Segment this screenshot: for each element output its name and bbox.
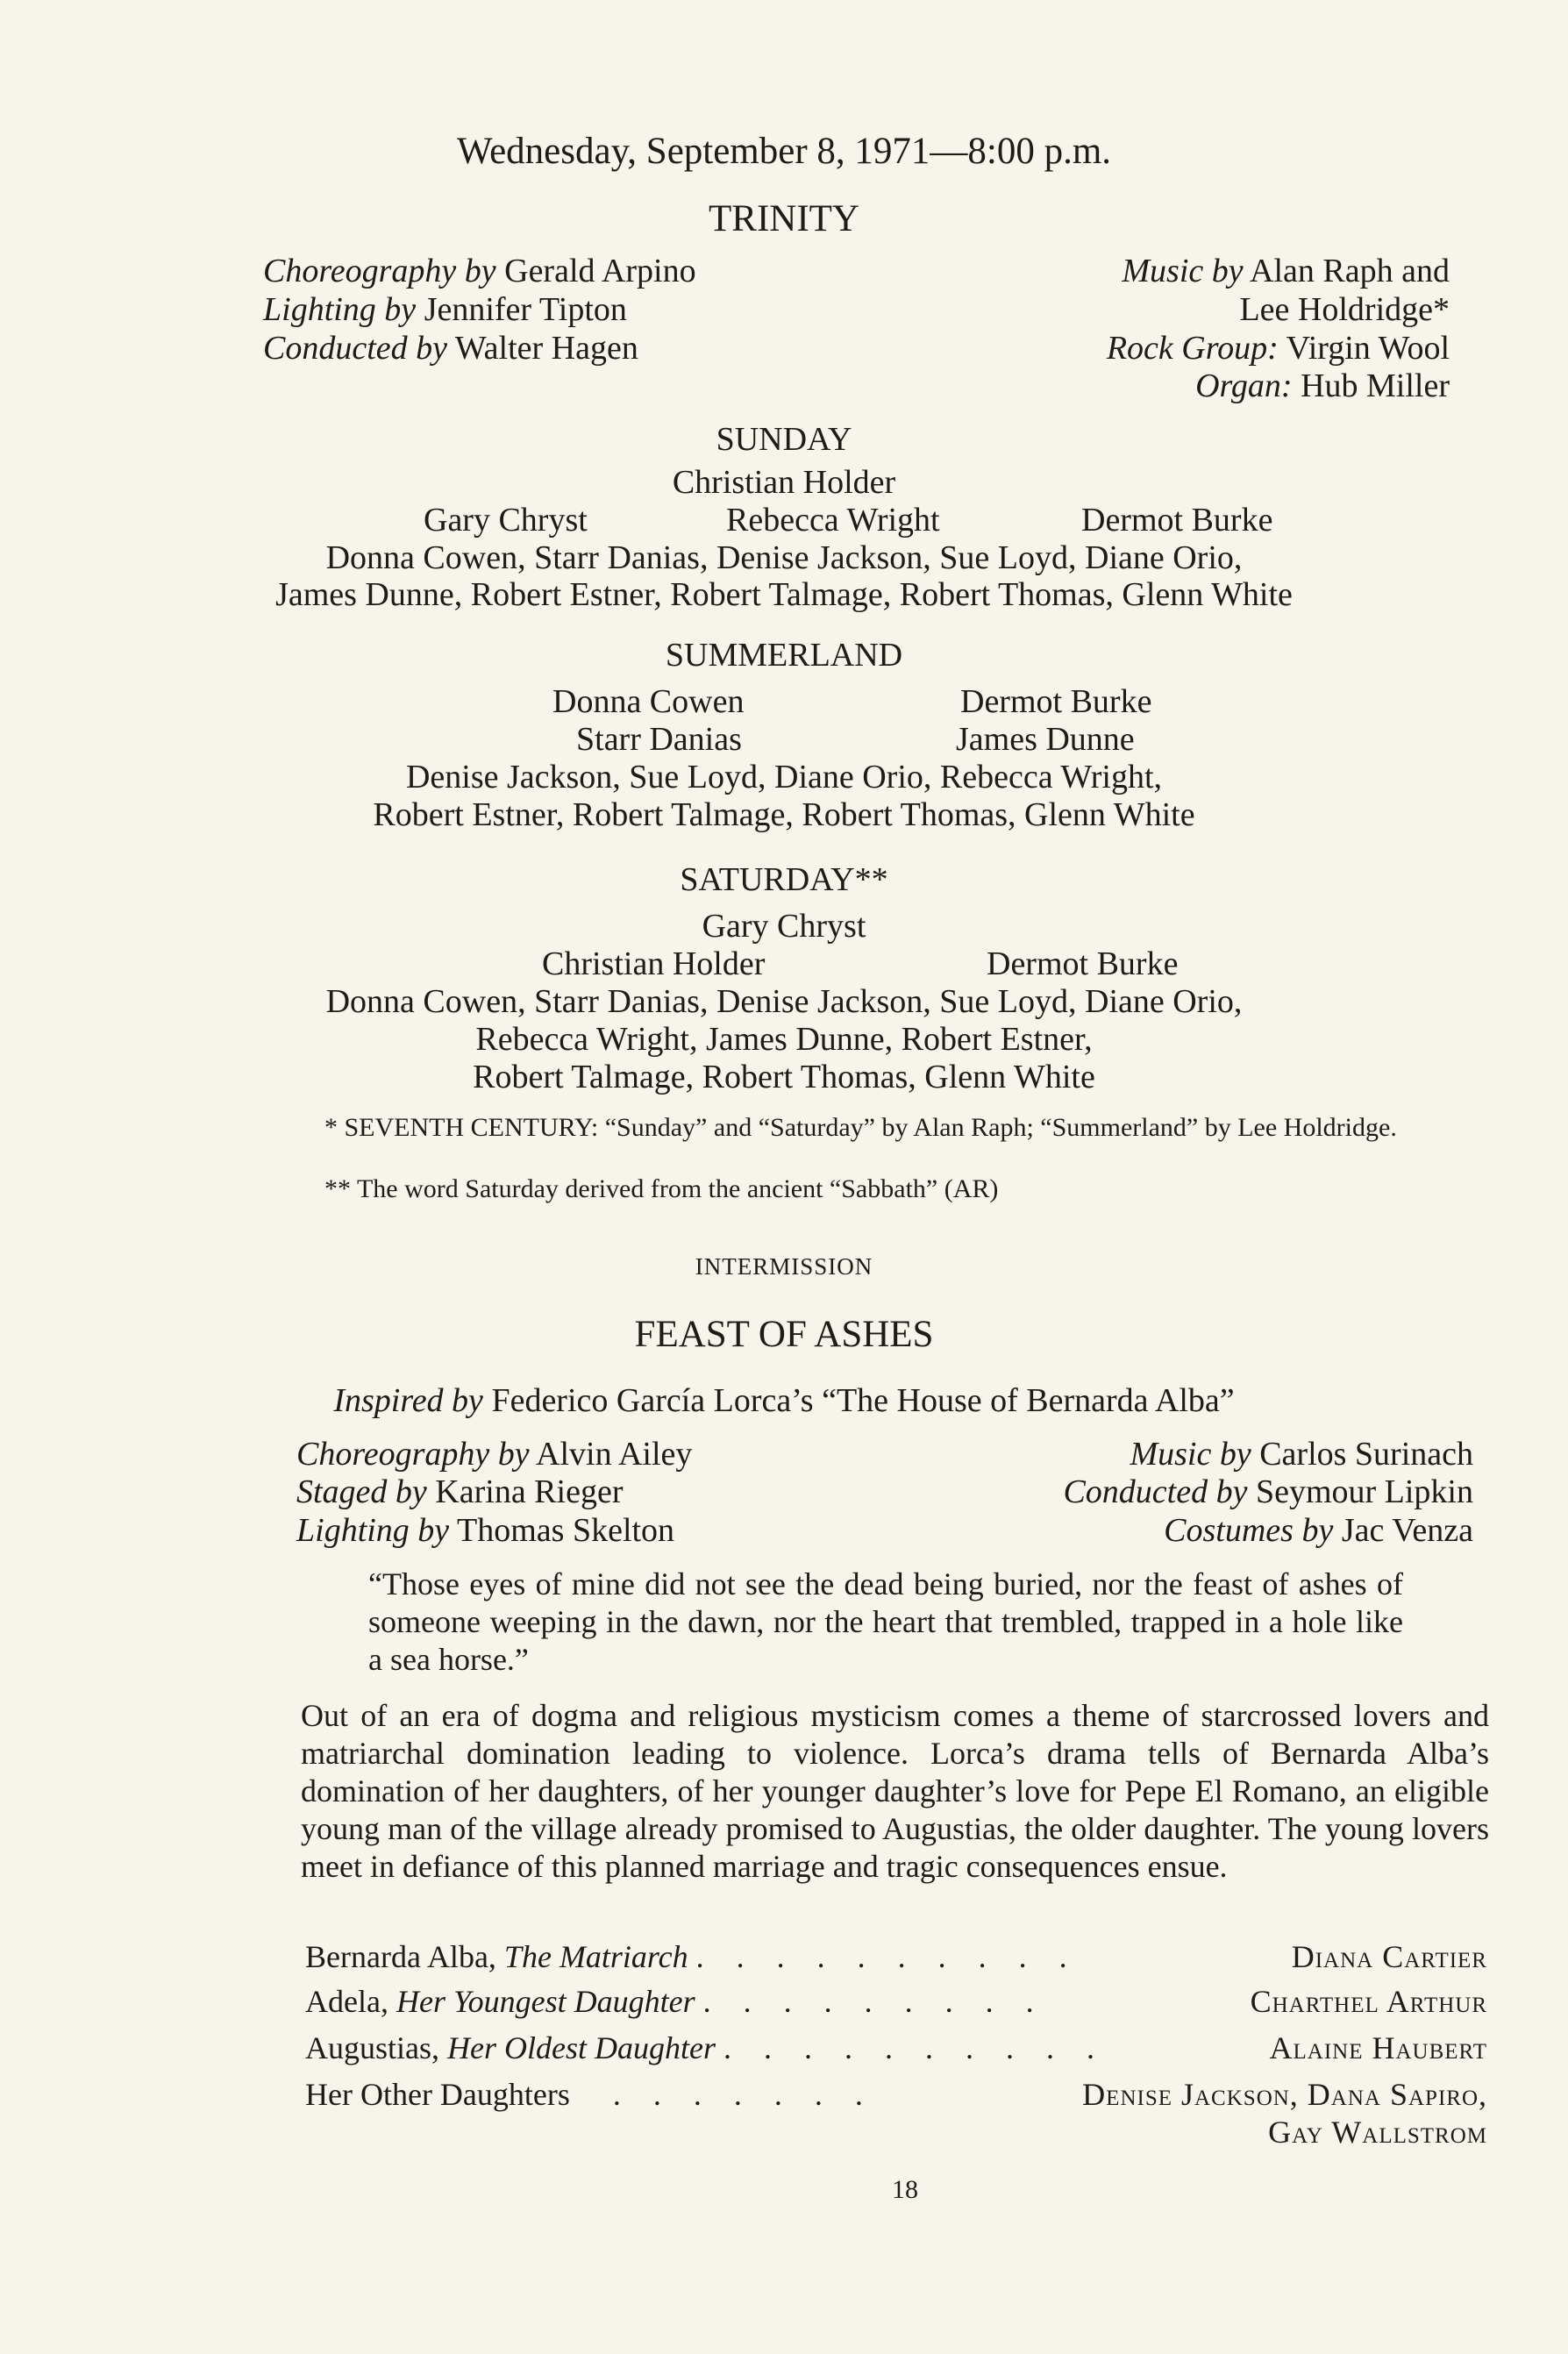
cast-row-2-role: Adela, Her Youngest Daughter . . . . . . . . . xyxy=(305,1984,1046,2019)
saturday-duo-1: Christian Holder xyxy=(542,945,766,982)
trinity-credit-rock-group: Rock Group: Virgin Wool xyxy=(1106,330,1450,367)
intermission-label: INTERMISSION xyxy=(695,1253,873,1280)
summerland-pair-1-right: Dermot Burke xyxy=(960,683,1152,720)
trinity-title: TRINITY xyxy=(709,198,859,239)
summerland-pair-1-left: Donna Cowen xyxy=(552,683,745,720)
summerland-ensemble-2: Robert Estner, Robert Talmage, Robert Thomas, Glenn White xyxy=(373,796,1195,833)
trinity-credit-conductor: Conducted by Walter Hagen xyxy=(263,330,638,367)
cast-row-1-role: Bernarda Alba, The Matriarch . . . . . . . . . . xyxy=(305,1939,1080,1974)
feast-credit-music: Music by Carlos Surinach xyxy=(1130,1436,1473,1473)
saturday-ensemble-3: Robert Talmage, Robert Thomas, Glenn White xyxy=(473,1059,1095,1095)
sunday-trio-2: Rebecca Wright xyxy=(726,502,940,539)
cast-row-3-role: Augustias, Her Oldest Daughter . . . . . . . . . . xyxy=(305,2030,1107,2065)
saturday-ensemble-2: Rebecca Wright, James Dunne, Robert Estner, xyxy=(475,1021,1093,1058)
sunday-lead: Christian Holder xyxy=(672,464,896,501)
sunday-trio-1: Gary Chryst xyxy=(424,502,588,539)
trinity-credit-choreography: Choreography by Gerald Arpino xyxy=(263,253,696,289)
feast-credit-lighting: Lighting by Thomas Skelton xyxy=(296,1512,675,1549)
trinity-credit-music: Music by Alan Raph and xyxy=(1122,253,1450,289)
cast-row-4-performer-2: Gay Wallstrom xyxy=(1268,2115,1487,2150)
page-number: 18 xyxy=(892,2175,918,2204)
footnote-2: ** The word Saturday derived from the ancient “Sabbath” (AR) xyxy=(324,1174,999,1203)
trinity-credit-lighting: Lighting by Jennifer Tipton xyxy=(263,291,627,328)
saturday-ensemble-1: Donna Cowen, Starr Danias, Denise Jackson, Sue Loyd, Diane Orio, xyxy=(325,983,1243,1020)
feast-inspired-by: Inspired by Federico García Lorca’s “The House of Bernarda Alba” xyxy=(333,1382,1235,1419)
cast-row-2-performer: Charthel Arthur xyxy=(1250,1984,1487,2019)
summerland-pair-2-left: Starr Danias xyxy=(576,721,742,758)
trinity-credit-music-2: Lee Holdridge* xyxy=(1239,291,1450,328)
saturday-duo-2: Dermot Burke xyxy=(987,945,1179,982)
sunday-ensemble-1: Donna Cowen, Starr Danias, Denise Jackson, Sue Loyd, Diane Orio, xyxy=(325,539,1243,576)
feast-credit-costumes: Costumes by Jac Venza xyxy=(1164,1512,1473,1549)
feast-credit-choreography: Choreography by Alvin Ailey xyxy=(296,1436,693,1473)
date-line: Wednesday, September 8, 1971—8:00 p.m. xyxy=(456,131,1112,172)
feast-credit-staged: Staged by Karina Rieger xyxy=(296,1473,624,1510)
summerland-ensemble-1: Denise Jackson, Sue Loyd, Diane Orio, Rebecca Wright, xyxy=(405,759,1163,795)
feast-quote: “Those eyes of mine did not see the dead being buried, nor the feast of ashes of someone weeping in the dawn, nor the heart that trembled, trapped in a hole like a sea horse.” xyxy=(368,1566,1403,1677)
trinity-credit-organ: Organ: Hub Miller xyxy=(1195,367,1450,404)
cast-row-4-role: Her Other Daughters . . . . . . . xyxy=(305,2077,875,2112)
saturday-title: SATURDAY** xyxy=(680,861,888,898)
feast-synopsis: Out of an era of dogma and religious mysticism comes a theme of starcrossed lovers and matriarchal domination leading to violence. Lorca’s drama tells of Bernarda Alba’s domination of her daughters, of her younger daughter’s love for Pepe El Romano, an eligible young man of the village already promised to Augustias, the older daughter. The young lovers meet in defiance of this planned marriage and tragic consequences ensue. xyxy=(301,1698,1489,1884)
feast-title: FEAST OF ASHES xyxy=(634,1314,934,1355)
summerland-pair-2-right: James Dunne xyxy=(956,721,1135,758)
cast-row-4-performer: Denise Jackson, Dana Sapiro, xyxy=(1082,2077,1487,2112)
feast-credit-conductor: Conducted by Seymour Lipkin xyxy=(1063,1473,1473,1510)
saturday-lead: Gary Chryst xyxy=(702,908,866,945)
sunday-trio-3: Dermot Burke xyxy=(1081,502,1273,539)
sunday-ensemble-2: James Dunne, Robert Estner, Robert Talmage, Robert Thomas, Glenn White xyxy=(275,576,1293,613)
footnote-1: * SEVENTH CENTURY: “Sunday” and “Saturday” by Alan Raph; “Summerland” by Lee Holdridge. xyxy=(324,1113,1397,1142)
cast-row-3-performer: Alaine Haubert xyxy=(1269,2030,1487,2065)
cast-row-1-performer: Diana Cartier xyxy=(1291,1939,1487,1974)
summerland-title: SUMMERLAND xyxy=(665,637,903,674)
sunday-title: SUNDAY xyxy=(716,421,852,458)
